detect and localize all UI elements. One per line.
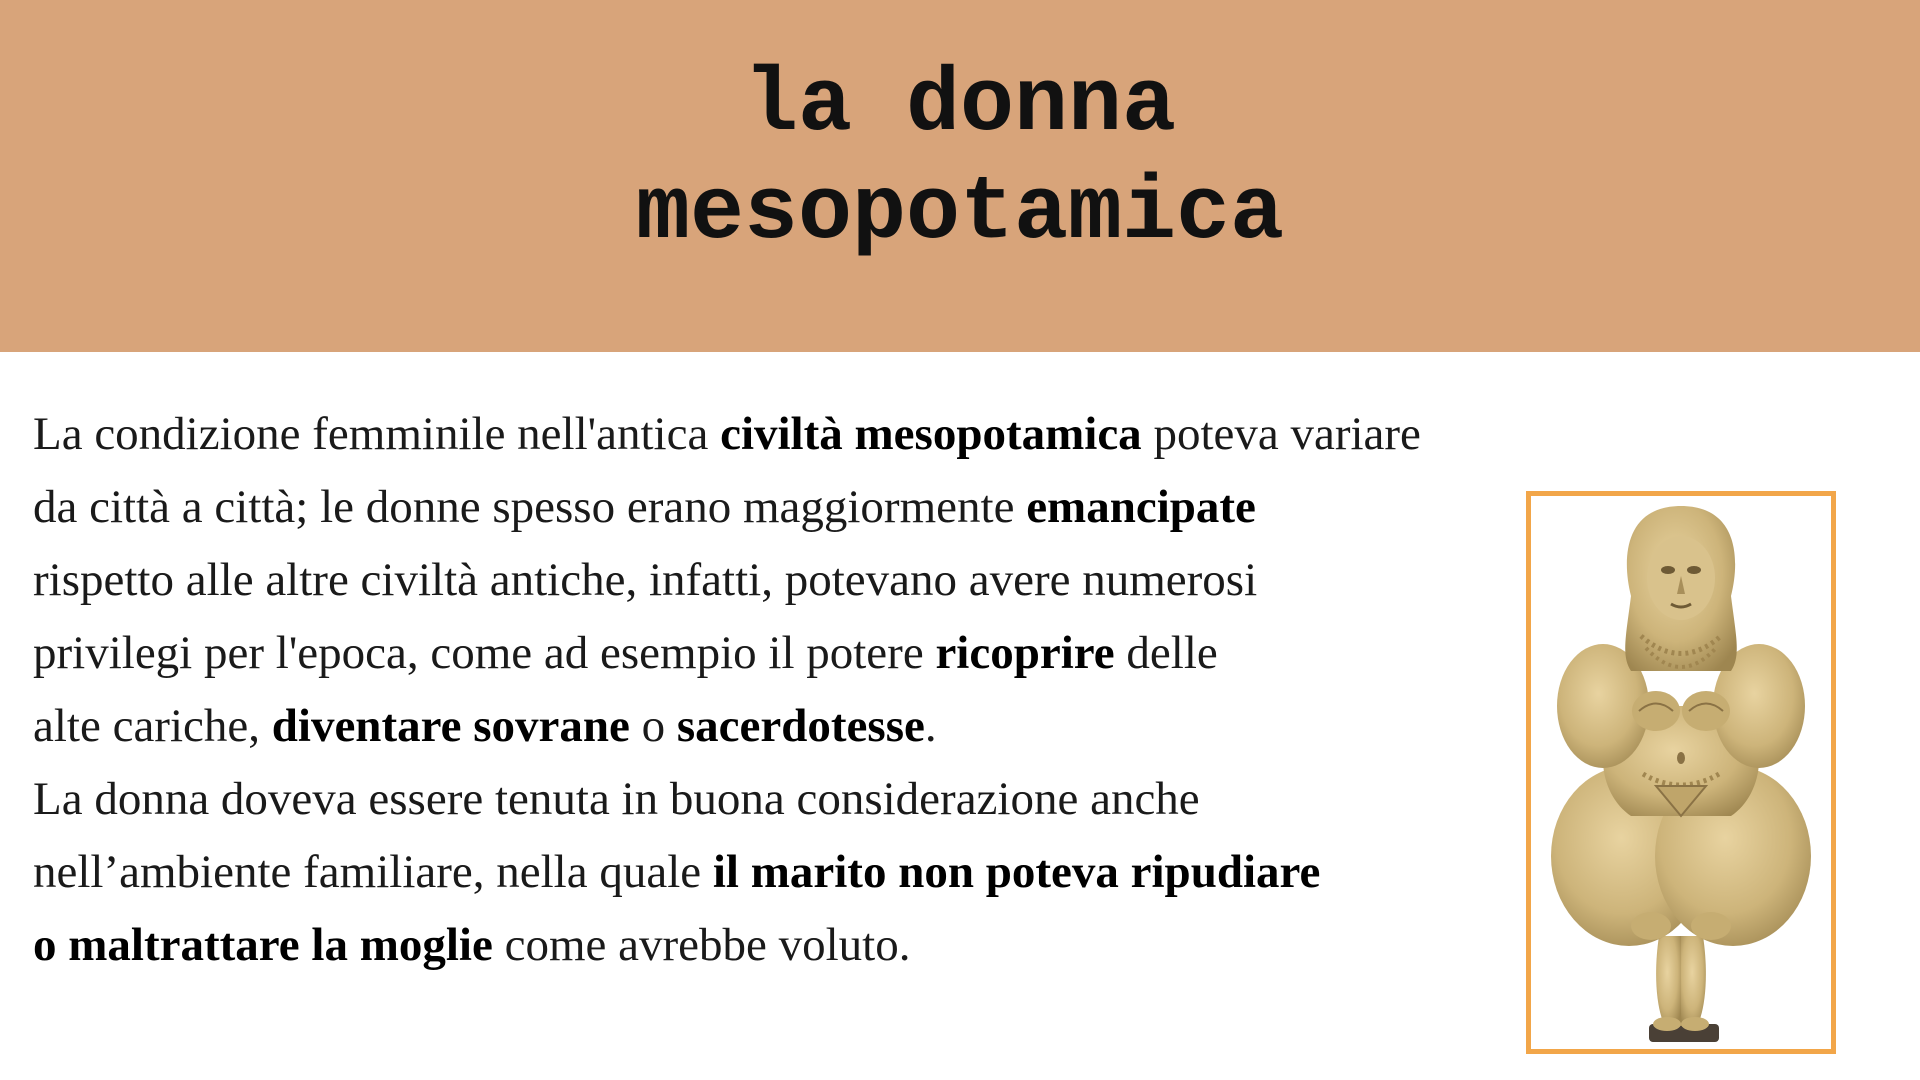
bold-text-run: ricoprire <box>935 627 1115 679</box>
bold-text-run: o maltrattare la moglie <box>33 919 493 971</box>
text-run: La donna doveva essere tenuta in buona considerazione anche <box>33 773 1200 825</box>
bold-text-run: diventare sovrane <box>271 700 630 752</box>
bold-text-run: civiltà mesopotamica <box>720 408 1142 460</box>
paragraph-line <box>33 544 1593 617</box>
body-paragraph <box>33 398 1593 982</box>
text-run: o <box>629 700 677 752</box>
slide-title <box>0 52 1920 268</box>
text-run: . <box>924 700 937 752</box>
text-run: rispetto alle altre civiltà antiche, infatti, potevano avere numerosi <box>33 554 1258 606</box>
figurine-icon <box>1531 496 1831 1049</box>
paragraph-line <box>33 471 1593 544</box>
text-run: delle <box>1114 627 1218 679</box>
paragraph-line <box>33 909 1593 982</box>
paragraph-line <box>33 836 1593 909</box>
bold-text-run: sacerdotesse <box>676 700 925 752</box>
paragraph-line <box>33 398 1593 471</box>
text-run: alte cariche, <box>33 700 272 752</box>
text-run: da città a città; le donne spesso erano maggiormente <box>33 481 1027 533</box>
paragraph-line <box>33 690 1593 763</box>
text-run: nell’ambiente familiare, nella quale <box>33 846 713 898</box>
figurine-image-frame <box>1526 491 1836 1054</box>
bold-text-run: il marito non poteva ripudiare <box>712 846 1321 898</box>
text-run: privilegi per l'epoca, come ad esempio il potere <box>33 627 936 679</box>
paragraph-line <box>33 763 1593 836</box>
paragraph-line <box>33 617 1593 690</box>
title-line-2: mesopotamica <box>635 163 1285 265</box>
text-run: come avrebbe voluto. <box>492 919 911 971</box>
text-run: poteva variare <box>1141 408 1421 460</box>
text-run: La condizione femminile nell'antica <box>33 408 721 460</box>
title-line-1: la donna <box>743 55 1177 157</box>
header-band <box>0 0 1920 352</box>
bold-text-run: emancipate <box>1026 481 1256 533</box>
